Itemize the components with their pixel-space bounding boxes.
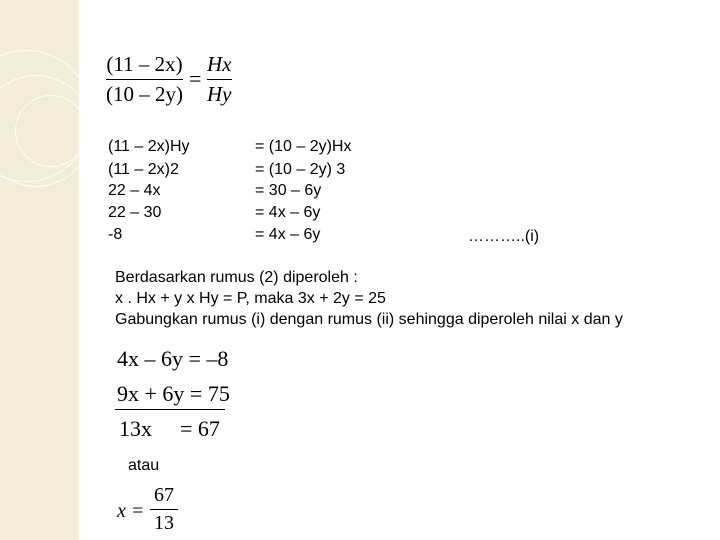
explanation-paragraph <box>115 267 705 330</box>
step-left-3: 22 – 4x <box>108 182 161 199</box>
step-right-4: = 4x – 6y <box>255 204 321 221</box>
fraction-right-numerator: Hx <box>207 52 232 76</box>
equals-sign: = <box>189 66 202 91</box>
system-equation-2: 9x + 6y = 75 <box>117 381 230 406</box>
step-left-2: (11 – 2x)2 <box>108 161 179 178</box>
step-left-1: (11 – 2x)Hy <box>108 138 190 155</box>
paragraph-line-3: Gabungkan rumus (i) dengan rumus (ii) sehingga diperoleh nilai x dan y <box>115 311 623 328</box>
fraction-right-denominator: Hy <box>207 82 232 106</box>
fraction-left <box>106 52 183 107</box>
paragraph-line-2: x . Hx + y x Hy = P, maka 3x + 2y = 25 <box>115 290 386 307</box>
step-left-5: -8 <box>108 226 123 243</box>
solution-denominator: 13 <box>154 512 174 534</box>
paragraph-line-1: Berdasarkan rumus (2) diperoleh : <box>115 269 358 286</box>
step-right-1: = (10 – 2y)Hx <box>255 138 352 155</box>
fraction-left-numerator: (11 – 2x) <box>106 52 183 76</box>
sum-right: = 67 <box>180 416 220 441</box>
decorative-ring-icon <box>15 95 79 167</box>
step-left-4: 22 – 30 <box>108 204 162 221</box>
step-right-3: = 30 – 6y <box>255 182 322 199</box>
step-right-5: = 4x – 6y <box>255 226 321 243</box>
fraction-right <box>207 52 232 107</box>
step-right-2: = (10 – 2y) 3 <box>255 161 346 178</box>
solution-lhs: x = <box>117 500 145 522</box>
fraction-left-denominator: (10 – 2y) <box>106 82 183 106</box>
decorative-sidebar <box>0 0 79 540</box>
sum-left: 13x <box>119 416 152 441</box>
system-equation-1: 4x – 6y = –8 <box>117 346 229 371</box>
equation-label: ………..(i) <box>468 228 540 245</box>
solution-numerator: 67 <box>154 484 174 506</box>
sum-line <box>115 409 225 410</box>
solution-fraction <box>150 484 178 535</box>
atau-text: atau <box>128 457 160 474</box>
